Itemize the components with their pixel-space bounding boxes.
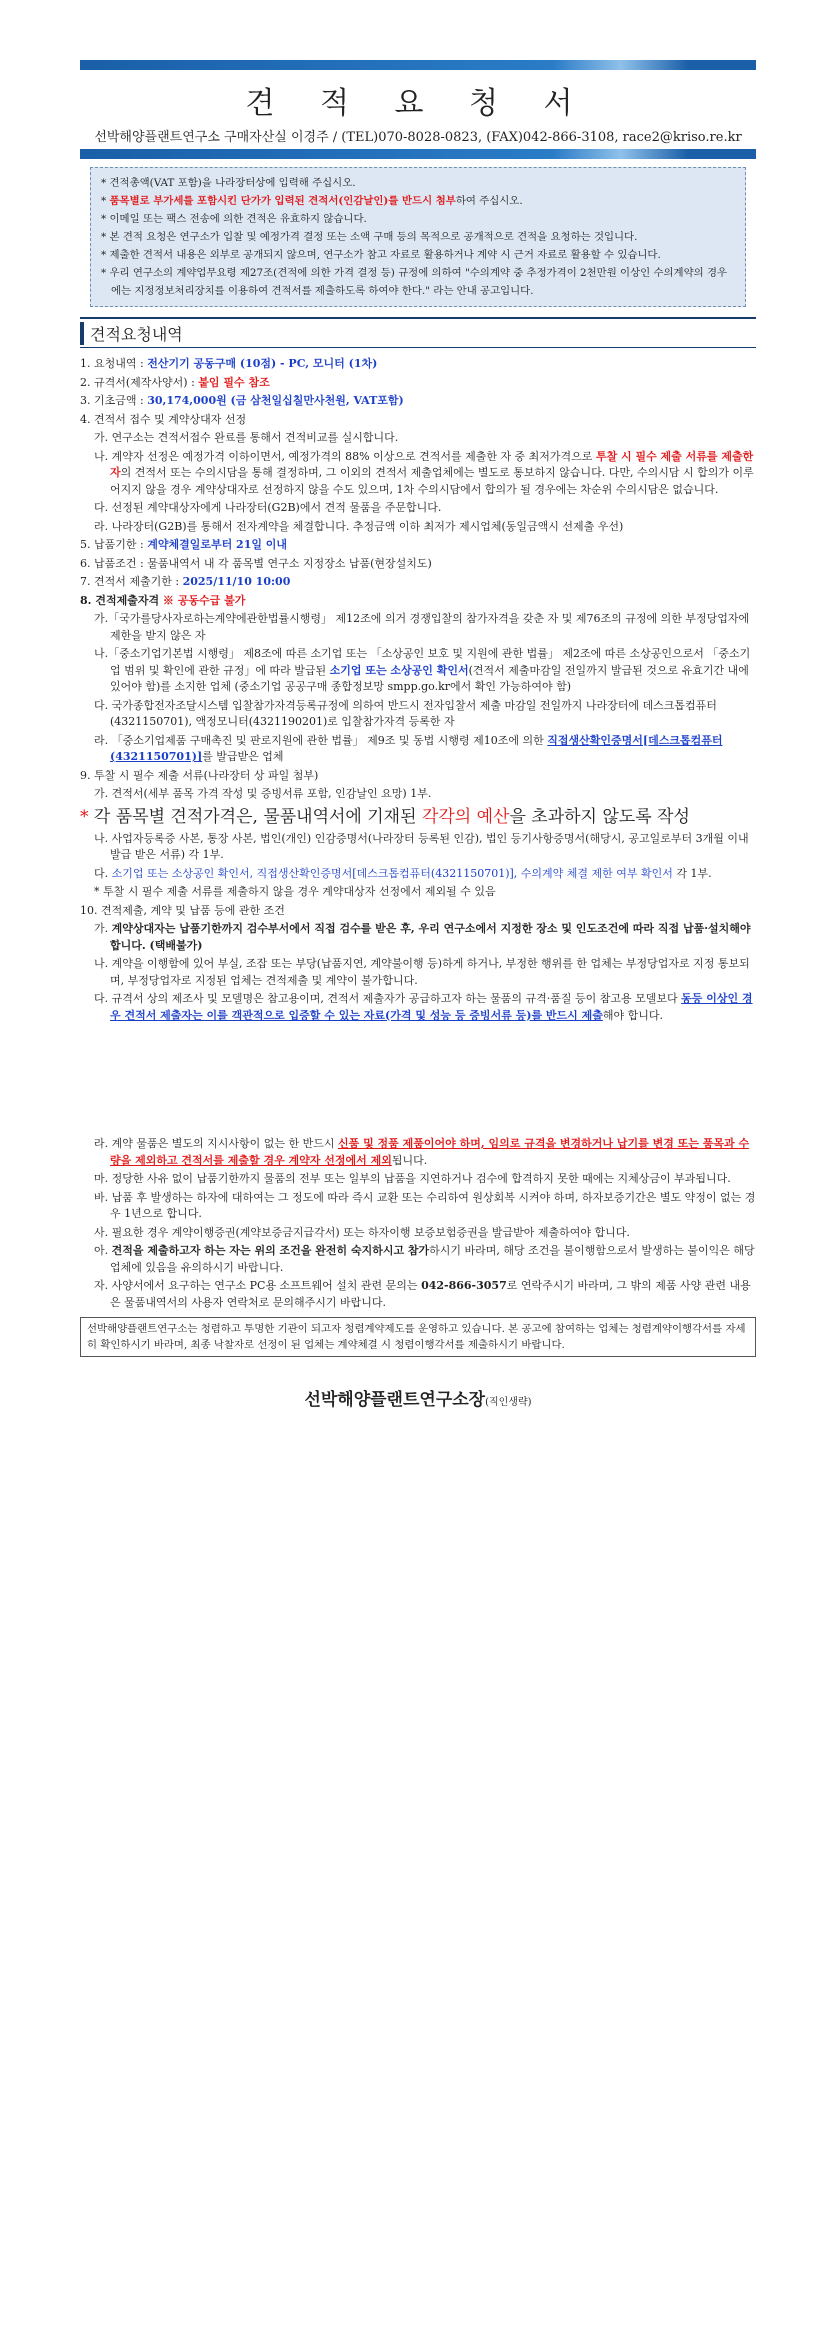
detail-line bbox=[80, 646, 756, 696]
header-bottom-bar bbox=[80, 149, 756, 159]
text-span: 다. 규격서 상의 제조사 및 모델명은 참고용이며, 견적서 제출자가 공급하고자 하는 물품의 규격·품질 등이 참고용 모델보다 bbox=[94, 992, 682, 1005]
text-span: * 제출한 견적서 내용은 외부로 공개되지 않으며, 연구소가 참고 자료로 활용하거나 계약 시 근거 자료로 활용할 수 있습니다. bbox=[101, 249, 661, 261]
detail-line bbox=[80, 903, 756, 920]
text-span: 라. 나라장터(G2B)를 통해서 전자계약을 체결합니다. 추정금액 이하 최저가 제시업체(동일금액시 선제출 우선) bbox=[94, 519, 624, 533]
detail-line bbox=[80, 831, 756, 864]
text-span: 2. 규격서(제작사양서) : bbox=[80, 375, 199, 389]
text-span: 다. 선정된 계약대상자에게 나라장터(G2B)에서 견적 물품을 주문합니다. bbox=[94, 501, 442, 514]
detail-line bbox=[80, 556, 756, 573]
text-span: * 견적총액(VAT 포함)을 나라장터상에 입력해 주십시오. bbox=[101, 177, 356, 189]
request-details-continued bbox=[80, 1136, 756, 1311]
request-details bbox=[80, 356, 756, 1024]
detail-line bbox=[80, 393, 756, 410]
text-span: 소기업 또는 소상공인 확인서, 직접생산확인증명서[데스크톱컴퓨터(4321150701)], 수의계약 체결 제한 여부 확인서 bbox=[111, 866, 673, 880]
section-header bbox=[80, 317, 756, 348]
text-span: 3. 기초금액 : bbox=[80, 394, 148, 407]
detail-line bbox=[80, 449, 756, 499]
text-span: 붙임 필수 참조 bbox=[198, 375, 270, 389]
text-span: 을 초과하지 않도록 작성 bbox=[509, 806, 690, 827]
text-span: 직접생산확인증명서[데스크톱컴퓨터(4321150701)] bbox=[110, 733, 723, 763]
text-span: 됩니다. bbox=[391, 1153, 428, 1167]
text-span: 바. 납품 후 발생하는 하자에 대하여는 그 정도에 따라 즉시 교환 또는 수리하여 원상회복 시켜야 하며, 하자보증기간은 별도 약정이 없는 경우 1년으로 합니다. bbox=[94, 1190, 756, 1220]
detail-line bbox=[80, 1278, 756, 1311]
notice-item bbox=[101, 228, 735, 246]
detail-line bbox=[80, 430, 756, 447]
detail-line bbox=[80, 698, 756, 731]
detail-line bbox=[80, 956, 756, 989]
text-span: 각 1부. bbox=[672, 866, 712, 880]
text-span: 의 견적서 또는 수의시담을 통해 결정하며, 그 이외의 견적서 제출업체에는 별도로 통보하지 않습니다. 다만, 수의시담 시 합의가 이루어지지 않을 경우 계약상대자로 선정하지 않을 수도 있으며, 1차 수의시담에서 합의가 될 경우에는 차순위 수의시담은 없습니다. bbox=[110, 466, 754, 496]
notice-item bbox=[101, 192, 735, 210]
text-span: 7. 견적서 제출기한 : bbox=[80, 575, 183, 588]
integrity-notice: 선박해양플랜트연구소는 청렴하고 투명한 기관이 되고자 청렴계약제도를 운영하고 있습니다. 본 공고에 참여하는 업체는 청렴계약이행각서를 자세히 확인하시기 바라며, 최종 낙찰자로 선정이 된 업체는 계약체결 시 청렴이행각서를 제출하시기 바랍니다. bbox=[80, 1317, 756, 1357]
document bbox=[80, 60, 756, 1410]
detail-line bbox=[80, 375, 756, 392]
text-span: 동등 이상인 경우 견적서 제출자는 이를 객관적으로 입증할 수 있는 자료(가격 및 성능 등 증빙서류 등)를 반드시 제출 bbox=[110, 992, 753, 1022]
header-top-bar bbox=[80, 60, 756, 70]
signature-name: 선박해양플랜트연구소장 bbox=[304, 1390, 486, 1410]
detail-line bbox=[80, 805, 756, 829]
text-span: * 투찰 시 필수 제출 서류를 제출하지 않을 경우 계약대상자 선정에서 제외될 수 있음 bbox=[94, 885, 496, 898]
text-span: 다. 국가종합전자조달시스템 입찰참가자격등록규정에 의하여 반드시 전자입찰서 제출 마감일 전일까지 나라장터에 데스크톱컴퓨터(4321150701), 액정모니터(4321190201)로 입찰참가자격 등록한 자 bbox=[94, 698, 717, 728]
text-span: 하여 주십시오. bbox=[455, 195, 523, 207]
detail-line bbox=[80, 1243, 756, 1276]
text-span: 라. 계약 물품은 별도의 지시사항이 없는 한 반드시 bbox=[94, 1137, 338, 1150]
detail-line bbox=[80, 1136, 756, 1169]
detail-line bbox=[80, 412, 756, 429]
text-span: 8. 견적제출자격 bbox=[80, 593, 163, 607]
detail-line bbox=[80, 593, 756, 610]
detail-line bbox=[80, 866, 756, 883]
text-span: 5. 납품기한 : bbox=[80, 538, 148, 551]
signature bbox=[80, 1385, 756, 1410]
detail-line bbox=[80, 786, 756, 803]
text-span: 로 연락주시기 바라며, 그 밖의 제품 사양 관련 내용은 물품내역서의 사용자 연락처로 문의해주시기 바랍니다. bbox=[110, 1279, 751, 1309]
detail-line bbox=[80, 574, 756, 591]
text-span: 1. 요청내역 : bbox=[80, 357, 148, 370]
text-span: 소기업 또는 소상공인 확인서 bbox=[329, 663, 469, 677]
text-span: 30,174,000원 (금 삼천일십칠만사천원, VAT포함) bbox=[147, 394, 404, 407]
text-span: ※ 공동수급 불가 bbox=[162, 593, 246, 607]
detail-line bbox=[80, 884, 756, 901]
text-span: 계약체결일로부터 21일 이내 bbox=[147, 538, 288, 551]
text-span: 가. 연구소는 견적서접수 완료를 통해서 견적비교를 실시합니다. bbox=[94, 431, 399, 444]
text-span: 가. bbox=[94, 922, 112, 935]
detail-line bbox=[80, 356, 756, 373]
text-span: 가. 견적서(세부 품목 가격 작성 및 증빙서류 포함, 인감날인 요망) 1부. bbox=[94, 787, 432, 800]
detail-line bbox=[80, 500, 756, 517]
notice-box bbox=[90, 167, 746, 307]
text-span: 나. 계약을 이행함에 있어 부실, 조잡 또는 부당(납품지연, 계약불이행 등)하게 하거나, 부정한 행위를 한 업체는 부정당업자로 지정 통보되며, 부정당업자로 지정된 업체는 견적제출 및 계약이 불가합니다. bbox=[94, 957, 750, 987]
detail-line bbox=[80, 768, 756, 785]
text-span: 각각의 예산 bbox=[421, 806, 510, 827]
text-span: 나. 사업자등록증 사본, 통장 사본, 법인(개인) 인감증명서(나라장터 등록된 인감), 법인 등기사항증명서(해당시, 공고일로부터 3개월 이내 발급 받은 서류) 각 1부. bbox=[94, 831, 749, 861]
text-span: 나. 계약자 선정은 예정가격 이하이면서, 예정가격의 88% 이상으로 견적서를 제출한 자 중 최저가격으로 bbox=[94, 449, 596, 463]
text-span: * 이메일 또는 팩스 전송에 의한 견적은 유효하지 않습니다. bbox=[101, 213, 367, 225]
text-span: 9. 투찰 시 필수 제출 서류(나라장터 상 파일 첨부) bbox=[80, 768, 319, 782]
document-title: 견 적 요 청 서 bbox=[245, 86, 591, 121]
text-span: 아. bbox=[94, 1244, 112, 1257]
text-span: * bbox=[80, 806, 94, 827]
text-span: 하시기 바라며, 해당 조건을 불이행함으로서 발생하는 불이익은 해당 업체에 있음을 유의하시기 바랍니다. bbox=[110, 1244, 755, 1274]
text-span: 042-866-3057 bbox=[421, 1279, 507, 1292]
text-span: 다. bbox=[94, 866, 112, 880]
detail-line bbox=[80, 1190, 756, 1223]
detail-line bbox=[80, 519, 756, 536]
text-span: 각 품목별 견적가격은, 물품내역서에 기재된 bbox=[93, 806, 422, 827]
text-span: 사. 필요한 경우 계약이행증권(계약보증금지급각서) 또는 하자이행 보증보험증권을 발급받아 제출하여야 합니다. bbox=[94, 1225, 630, 1239]
text-span: (견적서 제출마감일 전일까지 발급된 것으로 유효기간 내에 있어야 함)를 소지한 업체 (중소기업 공공구매 종합정보망 smpp.go.kr에서 확인 가능하여야 함) bbox=[110, 663, 749, 693]
text-span: 6. 납품조건 : 물품내역서 내 각 품목별 연구소 지정장소 납품(현장설치도) bbox=[80, 556, 432, 570]
notice-item bbox=[101, 210, 735, 228]
text-span: 나.「중소기업기본법 시행령」 제8조에 따른 소기업 또는 「소상공인 보호 및 지원에 관한 법률」 제2조에 따른 소상공인으로서 「중소기업 범위 및 확인에 관한 규정」에 따라 발급된 bbox=[94, 647, 751, 677]
text-span: 라. 「중소기업제품 구매촉진 및 판로지원에 관한 법률」 제9조 및 동법 시행령 제10조에 의한 bbox=[94, 733, 548, 747]
text-span: 마. 정당한 사유 없이 납품기한까지 물품의 전부 또는 일부의 납품을 지연하거나 검수에 합격하지 못한 때에는 지체상금이 부과됩니다. bbox=[94, 1172, 731, 1185]
notice-item bbox=[101, 246, 735, 264]
text-span: 계약상대자는 납품기한까지 검수부서에서 직접 검수를 받은 후, 우리 연구소에서 지정한 장소 및 인도조건에 따라 직접 납품·설치해야 합니다. (택배불가) bbox=[110, 922, 751, 952]
text-span: 10. 견적제출, 계약 및 납품 등에 관한 조건 bbox=[80, 903, 285, 917]
notice-item bbox=[101, 264, 735, 300]
text-span: 신품 및 정품 제품이어야 하며, 임의로 규격을 변경하거나 납기를 변경 또는 품목과 수량을 제외하고 견적서를 제출할 경우 계약자 선정에서 제외 bbox=[110, 1137, 750, 1167]
detail-line bbox=[80, 611, 756, 644]
text-span: 가.「국가를당사자로하는계약에관한법률시행령」 제12조에 의거 경쟁입찰의 참가자격을 갖춘 자 및 제76조의 규정에 의한 부정당업자에 제한을 받지 않은 자 bbox=[94, 612, 750, 642]
text-span: * 본 견적 요청은 연구소가 입찰 및 예정가격 결정 또는 소액 구매 등의 목적으로 공개적으로 견적을 요청하는 것입니다. bbox=[101, 231, 638, 243]
text-span: 품목별로 부가세를 포함시킨 단가가 입력된 견적서(인감날인)를 반드시 첨부 bbox=[109, 195, 456, 207]
notice-item bbox=[101, 174, 735, 192]
detail-line bbox=[80, 1225, 756, 1242]
text-span: 2025/11/10 10:00 bbox=[182, 575, 291, 588]
text-span: 4. 견적서 접수 및 계약상대자 선정 bbox=[80, 412, 247, 426]
detail-line bbox=[80, 1171, 756, 1188]
text-span: 를 발급받은 업체 bbox=[202, 750, 284, 763]
text-span: 전산기기 공동구매 (10점) - PC, 모니터 (1차) bbox=[147, 357, 378, 370]
text-span: * 우리 연구소의 계약업무요령 제27조(견적에 의한 가격 결정 등) 규정에 의하여 "수의계약 중 추정가격이 2천만원 이상인 수의계약의 경우에는 지정정보처리장치를 이용하여 견적서를 제출하도록 하여야 한다." 라는 안내 공고입니다. bbox=[101, 267, 728, 297]
text-span: * bbox=[101, 195, 110, 207]
detail-line bbox=[80, 733, 756, 766]
blank-gap bbox=[80, 1026, 756, 1134]
text-span: 자. 사양서에서 요구하는 연구소 PC용 소프트웨어 설치 관련 문의는 bbox=[94, 1279, 422, 1292]
seal-omitted: (직인생략) bbox=[485, 1397, 532, 1408]
detail-line bbox=[80, 537, 756, 554]
text-span: 투찰 시 필수 제출 서류를 제출한 자 bbox=[110, 449, 754, 479]
detail-line bbox=[80, 921, 756, 954]
text-span: 견적을 제출하고자 하는 자는 위의 조건을 완전히 숙지하시고 참가 bbox=[111, 1244, 430, 1257]
section-title: 견적요청내역 bbox=[80, 322, 183, 345]
detail-line bbox=[80, 991, 756, 1024]
text-span: 해야 합니다. bbox=[602, 1008, 664, 1022]
contact-line: 선박해양플랜트연구소 구매자산실 이경주 / (TEL)070-8028-0823, (FAX)042-866-3108, race2@kriso.re.kr bbox=[94, 130, 742, 145]
